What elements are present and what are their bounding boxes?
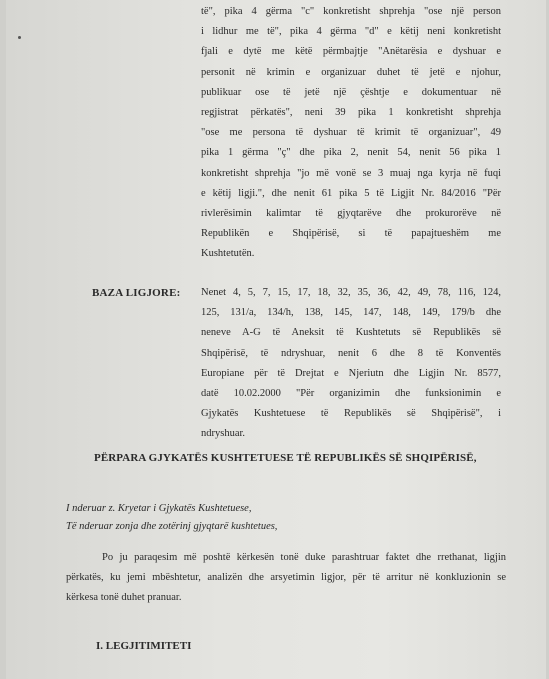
intro-line: publikuar ose të jetë një çështje e dokumentuar në [201, 86, 501, 98]
body-line: Po ju paraqesim më poshtë kërkesën tonë duke parashtruar faktet dhe rrethanat, ligjin [102, 552, 506, 563]
legal-basis-label: BAZA LIGJORE: [92, 287, 181, 299]
court-heading: PËRPARA GJYKATËS KUSHTETUESE TË REPUBLIKËS SË SHQIPËRISË, [94, 452, 477, 464]
legal-basis-line: Europiane për të Drejtat e Njeriutn dhe Ligjin Nr. 8577, [201, 367, 501, 379]
greeting-chairman: I nderuar z. Kryetar i Gjykatës Kushtetuese, [66, 503, 252, 514]
section-title: I. LEGJITIMITETI [96, 640, 192, 652]
legal-basis-line: Gjykatës Kushtetuese të Republikës së Shqipërisë", i [201, 408, 501, 420]
legal-basis-line: ndryshuar. [201, 428, 246, 440]
intro-line: të", pika 4 gërma "c" konkretisht shprehja "ose një person [201, 6, 501, 17]
legal-basis-line: datë 10.02.2000 "Për organizimin dhe funksionimin e [201, 388, 501, 400]
greeting-judges: Të nderuar zonja dhe zotërinj gjyqtarë kushtetues, [66, 521, 278, 532]
intro-line: personit në krimin e organizuar duhet të jetë e njohur, [201, 66, 501, 78]
body-line: kërkesa tonë duhet pranuar. [66, 592, 182, 603]
intro-line: Kushtetutën. [201, 248, 255, 260]
intro-line: e këtij ligji.", dhe nenit 61 pika 5 të Ligjit Nr. 84/2016 "Për [201, 187, 501, 199]
intro-line: fjali e dytë me këtë përmbajtje "Anëtarësia e dyshuar e [201, 46, 501, 58]
intro-line: "ose me persona të dyshuar të krimit të organizuar", 49 [201, 127, 501, 139]
intro-line: i lidhur me të", pika 4 gërma "d" e këtij neni konkretisht [201, 26, 501, 38]
legal-basis-line: 125, 131/a, 134/h, 138, 145, 147, 148, 149, 179/b dhe [201, 307, 501, 319]
legal-basis-line: neneve A-G të Aneksit të Kushtetuts së Republikës së [201, 327, 501, 339]
intro-paragraph [201, 2, 501, 265]
legal-basis-text [201, 283, 501, 445]
intro-line: pika 1 gërma "ç" dhe pika 2, nenit 54, nenit 56 pika 1 [201, 147, 501, 159]
document-page [6, 0, 546, 679]
body-paragraph [66, 548, 506, 608]
intro-line: konkretisht shprehja "jo më vonë se 3 muaj nga kyrja në fuqi [201, 167, 501, 179]
legal-basis-line: Shqipërisë, të ndryshuar, nenit 6 dhe 8 të Konventës [201, 347, 501, 359]
legal-basis-line: Nenet 4, 5, 7, 15, 17, 18, 32, 35, 36, 42, 49, 78, 116, 124, [201, 287, 501, 298]
intro-line: rivlerësimin kalimtar të gjyqtarëve dhe prokurorëve në [201, 208, 501, 220]
intro-line: regjistrat përkatës", neni 39 pika 1 konkretisht shprehja [201, 107, 501, 119]
ink-dot [18, 36, 21, 39]
intro-line: Republikën e Shqipërisë, si të papajtueshëm me [201, 228, 501, 240]
body-line: përkatës, ku jemi mbështetur, analizën dhe arsyetimin ligjor, për të arritur në konkluzionin se [66, 572, 506, 583]
